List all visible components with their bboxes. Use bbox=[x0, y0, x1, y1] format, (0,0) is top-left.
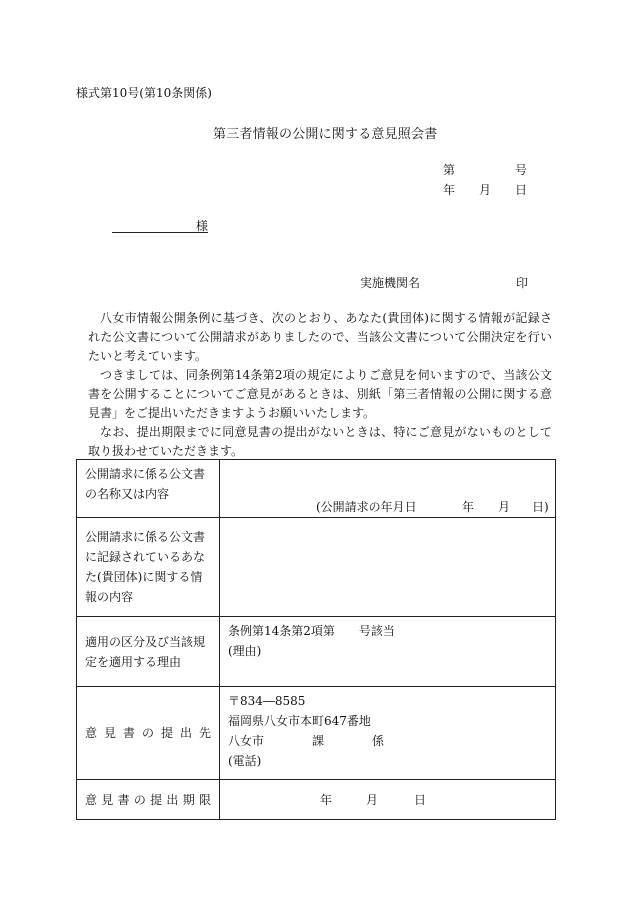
document-title: 第三者情報の公開に関する意見照会書 bbox=[213, 127, 438, 142]
document-name-value bbox=[220, 460, 556, 518]
request-date-month: 月 bbox=[498, 500, 511, 514]
date-day: 日 bbox=[515, 183, 528, 197]
body-paragraph-3: なお、提出期限までに同意見書の提出がないときは、特にご意見がないものとして取り扱わせていただきます。 bbox=[88, 425, 552, 458]
table-row bbox=[77, 617, 556, 687]
phone-label: (電話) bbox=[228, 754, 262, 768]
dept-section: 課 bbox=[312, 734, 325, 748]
info-table bbox=[76, 459, 556, 820]
dept-subsection: 係 bbox=[372, 734, 385, 748]
issuer-label: 実施機関名 bbox=[360, 276, 421, 290]
submission-dest-label: 意見書の提出先 bbox=[77, 687, 220, 780]
request-date-year: 年 bbox=[462, 500, 475, 514]
info-content-label: 公開請求に係る公文書に記録されているあなた(貴団体)に関する情報の内容 bbox=[77, 518, 220, 617]
form-number: 様式第10号(第10条関係) bbox=[76, 86, 212, 100]
deadline-month: 月 bbox=[366, 792, 379, 807]
deadline-day: 日 bbox=[414, 792, 427, 807]
number-suffix: 号 bbox=[515, 163, 528, 177]
table-row bbox=[77, 518, 556, 617]
date-year: 年 bbox=[443, 183, 456, 197]
applicable-clause-label: 適用の区分及び当該規定を適用する理由 bbox=[77, 617, 220, 687]
document-date bbox=[443, 181, 529, 197]
request-date-line bbox=[316, 497, 552, 513]
dept-city: 八女市 bbox=[228, 734, 265, 748]
addressee-honorific: 様 bbox=[195, 219, 208, 233]
addressee-line bbox=[112, 217, 208, 233]
issuer-line bbox=[360, 274, 530, 290]
deadline-value bbox=[220, 780, 556, 820]
applicable-clause-value bbox=[220, 617, 556, 687]
clause-text: 条例第14条第2項第 号該当 bbox=[228, 624, 395, 638]
document-name-label: 公開請求に係る公文書の名称又は内容 bbox=[77, 460, 220, 518]
address-line: 福岡県八女市本町647番地 bbox=[228, 714, 371, 728]
info-content-value bbox=[220, 518, 556, 617]
seal-mark: 印 bbox=[516, 276, 529, 290]
table-row bbox=[77, 460, 556, 518]
reason-label: (理由) bbox=[228, 644, 262, 658]
request-date-day: 日) bbox=[532, 500, 549, 514]
date-month: 月 bbox=[479, 183, 492, 197]
submission-dest-value bbox=[220, 687, 556, 780]
department-line bbox=[228, 731, 547, 751]
body-paragraph-1: 八女市情報公開条例に基づき、次のとおり、あなた(貴団体)に関する情報が記録された公文書について公開請求がありましたので、当該公文書について公開決定を行いたいと考えています。 bbox=[88, 311, 552, 363]
table-row bbox=[77, 780, 556, 820]
deadline-year: 年 bbox=[320, 792, 333, 807]
number-prefix: 第 bbox=[443, 163, 456, 177]
table-row bbox=[77, 687, 556, 780]
deadline-label: 意見書の提出期限 bbox=[77, 780, 220, 820]
body-paragraph-2: つきましては、同条例第14条第2項の規定によりご意見を伺いますので、当該公文書を公開することについてご意見があるときは、別紙「第三者情報の公開に関する意見書」をご提出いただきますようお願いいたします。 bbox=[88, 368, 552, 420]
document-number bbox=[443, 161, 529, 177]
postal-code: 〒834―8585 bbox=[228, 694, 306, 708]
request-date-open: (公開請求の年月日 bbox=[316, 500, 417, 514]
deadline-date bbox=[228, 790, 547, 810]
